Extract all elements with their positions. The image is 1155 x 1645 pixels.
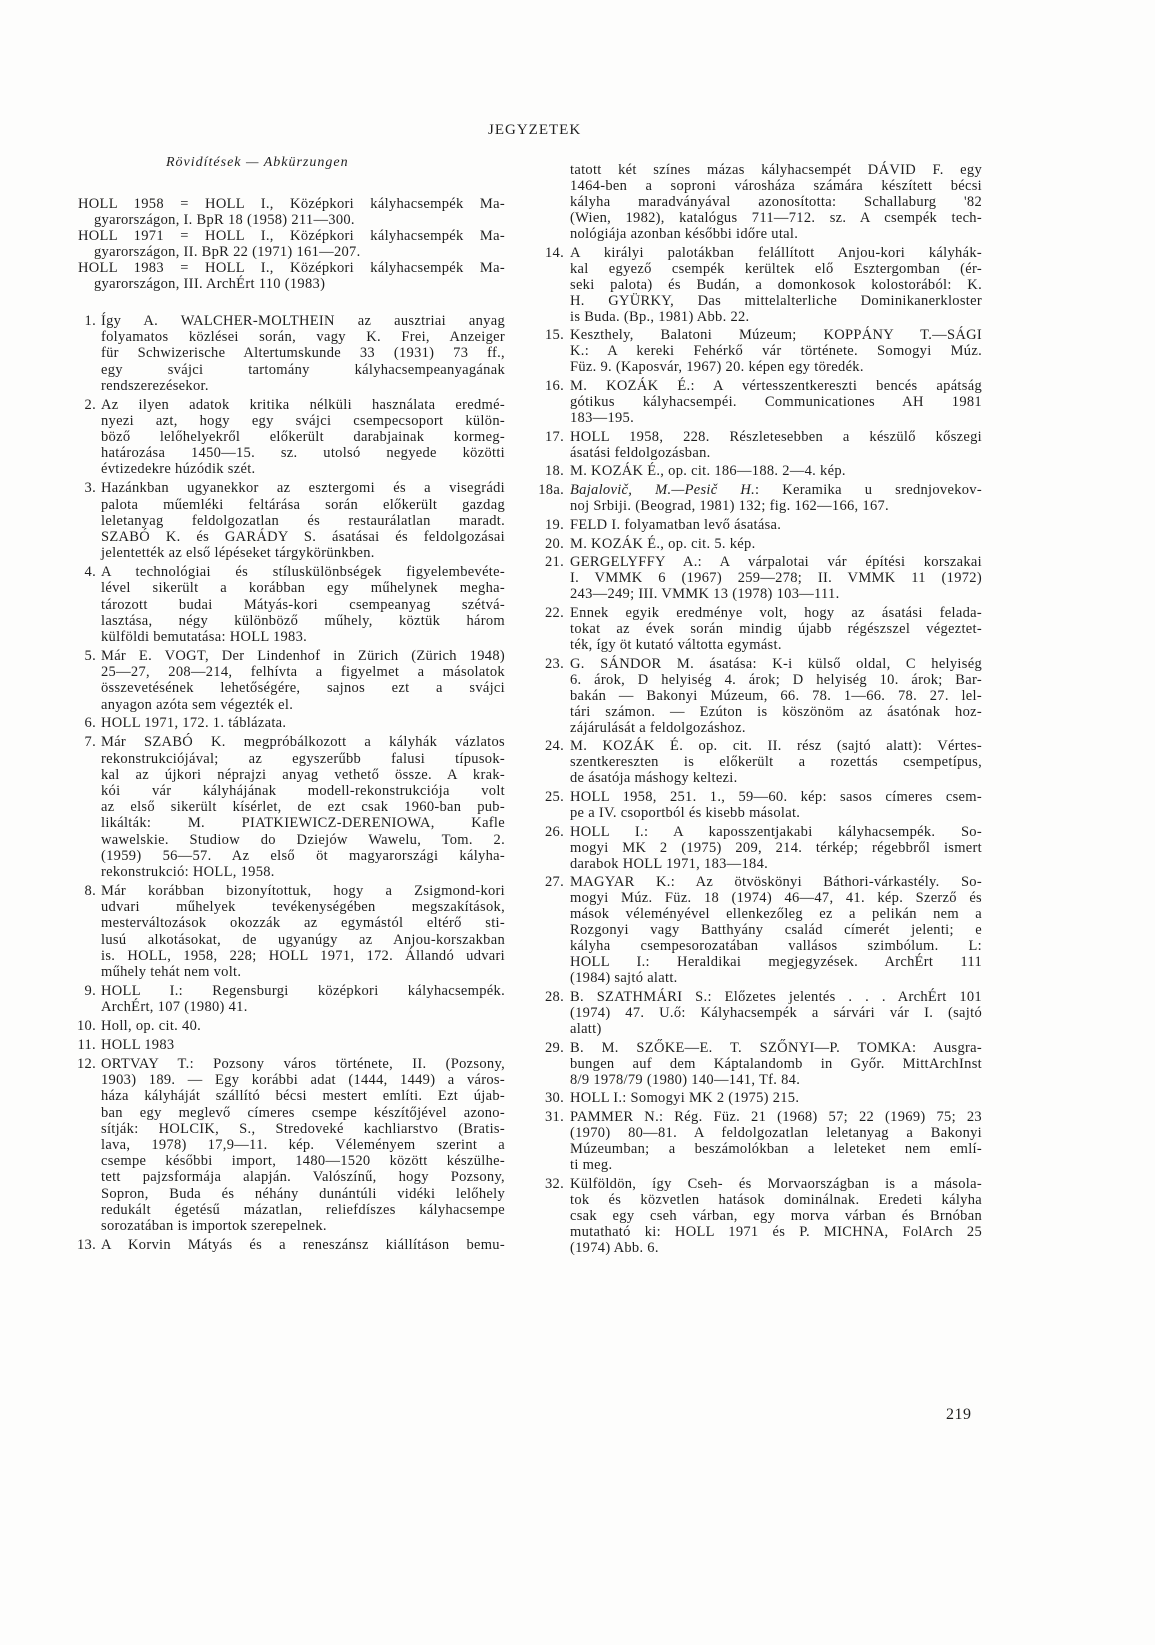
note-18 bbox=[530, 463, 982, 479]
text-line: HOLL I.: Somogyi MK 2 (1975) 215. bbox=[570, 1090, 800, 1107]
note-number: 25. bbox=[544, 788, 564, 805]
text-line: is. HOLL, 1958, 228; HOLL 1971, 172. Állandó udvari bbox=[101, 947, 505, 964]
note-30 bbox=[530, 1090, 982, 1106]
note-number: 2. bbox=[84, 396, 96, 413]
text-line: lével sikerült a korábban egy műhelynek megha- bbox=[101, 580, 505, 597]
text-line: M. KOZÁK É.: A vértesszentkereszti bencés apátság bbox=[570, 378, 982, 395]
note-5 bbox=[72, 648, 505, 713]
note-27 bbox=[530, 874, 982, 986]
text-line: 8/9 1978/79 (1980) 140—141, Tf. 84. bbox=[570, 1071, 801, 1088]
note-text bbox=[101, 983, 505, 1015]
text-line: (1984) sajtó alatt. bbox=[570, 970, 678, 987]
text-line: jelentették az első lépéseket tárgykörünkben. bbox=[101, 545, 375, 562]
note-number: 15. bbox=[544, 327, 564, 344]
text-line: gyarországon, II. BpR 22 (1971) 161—207. bbox=[94, 244, 361, 260]
note-text bbox=[101, 313, 505, 394]
text-line: noj Srbiji. (Beograd, 1981) 132; fig. 162—166, 167. bbox=[570, 498, 889, 515]
text-line: leletanyag feldolgozatlan és restaurálatlan maradt. bbox=[101, 512, 505, 529]
note-number: 9. bbox=[84, 982, 96, 999]
text-line: 1903) 189. — Egy korábbi adat (1444, 1449) a város- bbox=[101, 1072, 505, 1089]
note-text bbox=[101, 480, 505, 561]
note-text bbox=[101, 1037, 505, 1053]
text-line: (1959) 56—57. Az első öt magyarországi kályha- bbox=[101, 847, 505, 864]
text-line: csempe későbbi import, 1480—1520 között készülhe- bbox=[101, 1153, 505, 1170]
note-number: 10. bbox=[76, 1018, 96, 1035]
note-9 bbox=[72, 983, 505, 1015]
note-number: 17. bbox=[544, 428, 564, 445]
note-text bbox=[570, 824, 982, 872]
note-28 bbox=[530, 989, 982, 1037]
text-line: ték, így öt kutató váltotta egymást. bbox=[570, 636, 782, 653]
note-text bbox=[570, 656, 982, 736]
page-number: 219 bbox=[946, 1406, 972, 1423]
text-line: folyamatos közlései során, vagy K. Frei, Anzeiger bbox=[101, 329, 505, 346]
note-16 bbox=[530, 378, 982, 426]
note-number: 22. bbox=[544, 604, 564, 621]
note-25 bbox=[530, 789, 982, 821]
text-line: ásatási feldolgozásban. bbox=[570, 444, 711, 461]
text-line: K.: A kereki Fehérkő vár története. Somogyi Múz. bbox=[570, 343, 982, 360]
text-line: ArchÉrt, 107 (1980) 41. bbox=[101, 999, 248, 1016]
text-line: H. GYÜRKY, Das mittelalterliche Dominikanerkloster bbox=[570, 292, 982, 309]
note-13 bbox=[72, 1237, 505, 1253]
text-line: is Buda. (Bp., 1981) Abb. 22. bbox=[570, 308, 750, 325]
note-23 bbox=[530, 656, 982, 736]
note-text bbox=[570, 1090, 982, 1106]
note-number: 11. bbox=[77, 1037, 96, 1054]
text-line: B. SZATHMÁRI S.: Előzetes jelentés . . . ArchÉrt 101 bbox=[570, 989, 982, 1005]
text-line: palota műemléki feltárása során előkerült gazdag bbox=[101, 496, 505, 513]
text-line: kal az újkori néprajzi anyag vethető össze. A krak- bbox=[101, 766, 505, 783]
text-line: bakán — Bakonyi Múzeum, 66. 78. 1—66. 78. 27. lel- bbox=[570, 687, 982, 704]
note-8 bbox=[72, 883, 505, 980]
text-line: külföldi bemutatása: HOLL 1983. bbox=[101, 628, 308, 645]
note-number: 14. bbox=[544, 244, 564, 261]
text-line: csak egy cseh várban, egy morva várban és Brnóban bbox=[570, 1207, 982, 1224]
note-22 bbox=[530, 605, 982, 653]
text-line: gyarországon, III. ArchÉrt 110 (1983) bbox=[94, 276, 326, 292]
italic-text: Bajalovič, M.—Pesič H. bbox=[570, 482, 756, 499]
text-line: alatt) bbox=[570, 1021, 602, 1037]
text-line: lava, 1978) 17,9—11. kép. Véleményem szerint a bbox=[101, 1136, 505, 1153]
text-line: rekonstrukciójával; az egyszerűbb falusi típusok- bbox=[101, 750, 505, 767]
text-line: likálták: M. PIATKIEWICZ-DERENIOWA, Kafle bbox=[101, 815, 505, 832]
text-line: egy svájci tartomány kályhacsempeanyagának bbox=[101, 361, 505, 378]
note-number: 16. bbox=[544, 378, 564, 395]
text-line: redukált égetésű mázatlan, reliefdíszes kályhacsempe bbox=[101, 1201, 505, 1218]
text-line: az első sikerült kísérlet, de ezt csak 1960-ban pub- bbox=[101, 799, 505, 816]
note-text bbox=[570, 738, 982, 786]
note-text bbox=[570, 989, 982, 1037]
note-text bbox=[570, 536, 982, 552]
text-line: gyarországon, I. BpR 18 (1958) 211—300. bbox=[94, 212, 355, 228]
note-text bbox=[570, 162, 982, 242]
text-line: I. VMMK 6 (1967) 259—278; II. VMMK 11 (1972) bbox=[570, 570, 982, 587]
note-number: 12. bbox=[76, 1056, 96, 1073]
note-number: 21. bbox=[544, 554, 564, 571]
text-line: kályha csempesorozatában vallásos szimbólum. L: bbox=[570, 938, 982, 955]
text-line: Múzeumban; a beszámolókban a leleteket nem emlí- bbox=[570, 1141, 982, 1158]
text-line: kói vár kályhájának modell-rekonstrukciója volt bbox=[101, 783, 505, 800]
abbreviation-entry bbox=[78, 260, 505, 292]
text-line: B. M. SZŐKE—E. T. SZŐNYI—P. TOMKA: Ausgra- bbox=[570, 1039, 982, 1056]
text-line: Ennek egyik eredménye volt, hogy az ásatási felada- bbox=[570, 604, 982, 621]
note-text bbox=[101, 715, 505, 731]
note-12 bbox=[72, 1056, 505, 1234]
text-line: (1974) 47. U.ő: Kályhacsempék a sárvári vár I. (sajtó bbox=[570, 1005, 982, 1021]
note-number: 24. bbox=[544, 738, 564, 755]
text-line: tári számon. — Ezúton is köszönöm az ásatónak hoz- bbox=[570, 703, 982, 720]
text-line: de ásatója máshogy keltezi. bbox=[570, 770, 738, 787]
text-line: lusú alkotásokat, de ugyanúgy az Anjou-korszakban bbox=[101, 931, 505, 948]
note-17 bbox=[530, 429, 982, 461]
note-29 bbox=[530, 1040, 982, 1088]
text-line: HOLL I.: A kaposszentjakabi kályhacsempék. So- bbox=[570, 823, 982, 840]
text-line: mutatható ki: HOLL 1971 és P. MICHNA, FolArch 25 bbox=[570, 1223, 982, 1240]
text-line: A Korvin Mátyás és a reneszánsz kiállításon bemu- bbox=[101, 1236, 505, 1253]
note-text bbox=[101, 648, 505, 713]
text-line: Így A. WALCHER-MOLTHEIN az ausztriai anyag bbox=[101, 313, 505, 329]
text-line: mesterváltozások okozzák az egymástól eltérő sti- bbox=[101, 915, 505, 932]
left-column bbox=[72, 313, 505, 1253]
text-line: G. SÁNDOR M. ásatása: K-i külső oldal, C helyiség bbox=[570, 655, 982, 672]
note-14 bbox=[530, 245, 982, 325]
note-text bbox=[570, 789, 982, 821]
text-line: A királyi palotákban felállított Anjou-kori kályhák- bbox=[570, 244, 982, 261]
note-text bbox=[570, 874, 982, 986]
text-line: mogyi MK 2 (1975) 209, 214. térkép; régebbről ismert bbox=[570, 839, 982, 856]
text-line: nyezi azt, hogy egy svájci csempecsoport külön- bbox=[101, 412, 505, 429]
note-number: 19. bbox=[544, 516, 564, 533]
note-number: 23. bbox=[544, 655, 564, 672]
text-line: udvari műhelyek tevékenységében megszakítások, bbox=[101, 899, 505, 916]
text-line: kal egyező csempék kerültek elő Esztergomban (ér- bbox=[570, 260, 982, 277]
note-18a bbox=[530, 482, 982, 514]
text-line: böző lelőhelyekről előkerült darabjainak kormeg- bbox=[101, 429, 505, 446]
text-line: határozása 1450—15. sz. utolsó negyede közötti bbox=[101, 445, 505, 462]
text-line: szentkereszten is előkerült a rozettás csempetípus, bbox=[570, 754, 982, 771]
note-text bbox=[570, 1176, 982, 1256]
text-line: mogyi Múz. Füz. 18 (1974) 46—47, 41. kép. Szerző és bbox=[570, 890, 982, 907]
text-line: Már E. VOGT, Der Lindenhof in Zürich (Zürich 1948) bbox=[101, 647, 505, 664]
text-line: Az ilyen adatok kritika nélküli használata eredmé- bbox=[101, 396, 505, 413]
note-text bbox=[101, 1056, 505, 1234]
note-number: 6. bbox=[84, 715, 96, 732]
note-text bbox=[101, 1237, 505, 1253]
text-line: HOLL 1958, 228. Részletesebben a készülő kőszegi bbox=[570, 428, 982, 445]
text-line: 6. árok, D helyiség 4. árok; D helyiség 10. árok; Bar- bbox=[570, 671, 982, 688]
note-number: 4. bbox=[84, 564, 96, 581]
note-text bbox=[570, 482, 982, 514]
text-line: Rozgonyi vagy Batthyány család címerét jelenti; e bbox=[570, 922, 982, 939]
note-number: 31. bbox=[544, 1109, 564, 1126]
note-24 bbox=[530, 738, 982, 786]
text-line: darabok HOLL 1971, 183—184. bbox=[570, 855, 769, 872]
text-line: sítják: HOLCIK, S., Stredoveké kachliarstvo (Bratis- bbox=[101, 1120, 505, 1137]
note-text bbox=[570, 1040, 982, 1088]
note-text bbox=[570, 327, 982, 375]
note-number: 7. bbox=[84, 734, 96, 751]
text-line: Már SZABÓ K. megpróbálkozott a kályhák vázlatos bbox=[101, 734, 505, 751]
note-text bbox=[101, 397, 505, 478]
text-line: M. KOZÁK É., op. cit. 5. kép. bbox=[570, 535, 756, 552]
text-line: MAGYAR K.: Az ötvöskönyi Báthori-várkastély. So- bbox=[570, 874, 982, 891]
text-line: gótikus kályhacsempéi. Communicationes AH 1981 bbox=[570, 394, 982, 411]
text-line: HOLL 1983 bbox=[101, 1037, 175, 1054]
note-11 bbox=[72, 1037, 505, 1053]
text-line: HOLL I.: Heraldikai megjegyzések. ArchÉrt 111 bbox=[570, 954, 982, 971]
text-line: Holl, op. cit. 40. bbox=[101, 1018, 202, 1035]
note-number: 27. bbox=[544, 874, 564, 891]
text-line: ban egy meglevő címeres csempe készítőjével azono- bbox=[101, 1104, 505, 1121]
text-line: műhely tehát nem volt. bbox=[101, 963, 242, 980]
text-line: (1970) 80—81. A feldolgozatlan leletanyag a Bakonyi bbox=[570, 1125, 982, 1142]
text-line: HOLL 1958, 251. 1., 59—60. kép: sasos címeres csem- bbox=[570, 788, 982, 805]
note-text bbox=[570, 517, 982, 533]
note-text bbox=[101, 1018, 505, 1034]
note-10 bbox=[72, 1018, 505, 1034]
text-segment: : Keramika u srednjovekov- bbox=[755, 482, 982, 499]
note-text bbox=[570, 1109, 982, 1173]
text-line: (1974) Abb. 6. bbox=[570, 1239, 659, 1256]
note-text bbox=[101, 564, 505, 645]
note-31 bbox=[530, 1109, 982, 1173]
abbreviations-list bbox=[78, 196, 505, 292]
text-line: wawelskie. Studiow do Dziejów Wawelu, Tom. 2. bbox=[101, 831, 505, 848]
right-column bbox=[530, 162, 982, 1256]
abbreviation-entry bbox=[78, 196, 505, 228]
text-line: háza kályháját szállító bécsi mestert említi. Ezt újab- bbox=[101, 1088, 505, 1105]
note-number: 5. bbox=[84, 647, 96, 664]
text-line: mások véleményével ellenkezőleg ez a pelikán nem a bbox=[570, 906, 982, 923]
text-line: A technológiai és stíluskülönbségek figyelembevéte- bbox=[101, 564, 505, 581]
text-line: für Schwizerische Altertumskunde 33 (1931) 73 ff., bbox=[101, 345, 505, 362]
note-19 bbox=[530, 517, 982, 533]
text-line: Füz. 9. (Kaposvár, 1967) 20. képen egy töredék. bbox=[570, 359, 864, 376]
note-text bbox=[570, 463, 982, 479]
text-line: zájárulását a feldolgozáshoz. bbox=[570, 719, 746, 736]
text-line: anyagon azóta sem végezték el. bbox=[101, 696, 294, 713]
text-line: sorozatában is importok szerepelnek. bbox=[101, 1217, 327, 1234]
note-26 bbox=[530, 824, 982, 872]
note-text bbox=[570, 554, 982, 602]
note-7 bbox=[72, 734, 505, 880]
text-line: seki palota) és Budán, a domonkosok kolostorából: K. bbox=[570, 276, 982, 293]
text-line: Külföldön, így Cseh- és Morvaországban is a másola- bbox=[570, 1175, 982, 1192]
note-number: 20. bbox=[544, 535, 564, 552]
text-line: 183—195. bbox=[570, 410, 635, 427]
text-line: nológiája azonban későbbi időre utal. bbox=[570, 226, 799, 242]
text-line: kályha maradványával azonosította: Schallaburg '82 bbox=[570, 194, 982, 210]
note-text bbox=[101, 734, 505, 880]
note-2 bbox=[72, 397, 505, 478]
text-line: HOLL 1971, 172. 1. táblázata. bbox=[101, 715, 287, 732]
note-number: 18. bbox=[544, 463, 564, 480]
text-line: M. KOZÁK É. op. cit. II. rész (sajtó alatt): Vértes- bbox=[570, 738, 982, 755]
text-line: tározott budai Mátyás-kori csempeanyag szétvá- bbox=[101, 596, 505, 613]
text-line: HOLL I.: Regensburgi középkori kályhacsempék. bbox=[101, 982, 505, 999]
note-number: 28. bbox=[544, 989, 564, 1005]
abbreviations-heading: Rövidítések — Abkürzungen bbox=[166, 155, 349, 170]
text-line: Már korábban bizonyítottuk, hogy a Zsigmond-kori bbox=[101, 882, 505, 899]
text-line: (Wien, 1982), katalógus 711—712. sz. A csempék tech- bbox=[570, 210, 982, 226]
note-number: 8. bbox=[84, 882, 96, 899]
note-number: 29. bbox=[544, 1039, 564, 1056]
text-line: Sopron, Buda és néhány dunántúli vidéki lelőhely bbox=[101, 1185, 505, 1202]
text-line: HOLL 1958 = HOLL I., Középkori kályhacsempék Ma- bbox=[78, 196, 505, 212]
note-20 bbox=[530, 536, 982, 552]
text-line: 25—27, 208—214, felhívta a figyelmet a másolatok bbox=[101, 664, 505, 681]
text-line: 243—249; III. VMMK 13 (1978) 103—111. bbox=[570, 586, 840, 603]
text-line: Keszthely, Balatoni Múzeum; KOPPÁNY T.—SÁGI bbox=[570, 327, 982, 344]
note-15 bbox=[530, 327, 982, 375]
text-line: pe a IV. csoportból és kisebb másolat. bbox=[570, 804, 801, 821]
note-number: 26. bbox=[544, 823, 564, 840]
page-header-title: JEGYZETEK bbox=[488, 122, 582, 138]
note-4 bbox=[72, 564, 505, 645]
text-line: lasztása, négy különböző műhely, köztük három bbox=[101, 612, 505, 629]
note-text bbox=[570, 605, 982, 653]
note-text bbox=[101, 883, 505, 980]
note-text bbox=[570, 378, 982, 426]
note-number: 13. bbox=[76, 1236, 96, 1253]
text-line: GERGELYFFY A.: A várpalotai vár építési korszakai bbox=[570, 554, 982, 571]
text-line: 1464-ben a soproni városháza számára készített bécsi bbox=[570, 178, 982, 194]
text-line: HOLL 1971 = HOLL I., Középkori kályhacsempék Ma- bbox=[78, 228, 505, 244]
text-line: Hazánkban ugyanekkor az esztergomi és a visegrádi bbox=[101, 480, 505, 497]
abbreviation-entry bbox=[78, 228, 505, 260]
note-number: 3. bbox=[84, 480, 96, 497]
text-line bbox=[570, 482, 982, 498]
note-32 bbox=[530, 1176, 982, 1256]
note-number: 30. bbox=[544, 1090, 564, 1107]
note-3 bbox=[72, 480, 505, 561]
text-line: rendszerezésekor. bbox=[101, 377, 209, 394]
text-line: HOLL 1983 = HOLL I., Középkori kályhacsempék Ma- bbox=[78, 260, 505, 276]
note-21 bbox=[530, 554, 982, 602]
text-line: bungen auf dem Káptalandomb in Győr. MittArchInst bbox=[570, 1055, 982, 1072]
note-text bbox=[570, 245, 982, 325]
text-line: ti meg. bbox=[570, 1157, 613, 1174]
text-line: összevetésének lehetőségére, sajnos ezt a svájci bbox=[101, 680, 505, 697]
text-line: M. KOZÁK É., op. cit. 186—188. 2—4. kép. bbox=[570, 463, 846, 480]
text-line: rekonstrukció: HOLL, 1958. bbox=[101, 863, 275, 880]
text-line: FELD I. folyamatban levő ásatása. bbox=[570, 516, 782, 533]
note-number: 32. bbox=[544, 1175, 564, 1192]
text-line: évtizedekre húzódik szét. bbox=[101, 461, 256, 478]
text-line: ORTVAY T.: Pozsony város története, II. (Pozsony, bbox=[101, 1056, 505, 1073]
text-line: PAMMER N.: Rég. Füz. 21 (1968) 57; 22 (1969) 75; 23 bbox=[570, 1109, 982, 1126]
text-line: tokat az évek során mindig újabb régészszel végeztet- bbox=[570, 620, 982, 637]
text-line: tett pajzsformája alapján. Valószínű, hogy Pozsony, bbox=[101, 1169, 505, 1186]
note-number: 18a. bbox=[538, 482, 564, 499]
note-1 bbox=[72, 313, 505, 394]
text-line: tatott két színes mázas kályhacsempét DÁVID F. egy bbox=[570, 162, 982, 178]
note-13-continuation bbox=[530, 162, 982, 242]
text-line: SZABÓ K. és GARÁDY S. ásatásai és feldolgozásai bbox=[101, 529, 505, 546]
note-number: 1. bbox=[84, 313, 96, 329]
note-6 bbox=[72, 715, 505, 731]
note-text bbox=[570, 429, 982, 461]
text-line: tok és közvetlen hatások dominálnak. Eredeti kályha bbox=[570, 1191, 982, 1208]
